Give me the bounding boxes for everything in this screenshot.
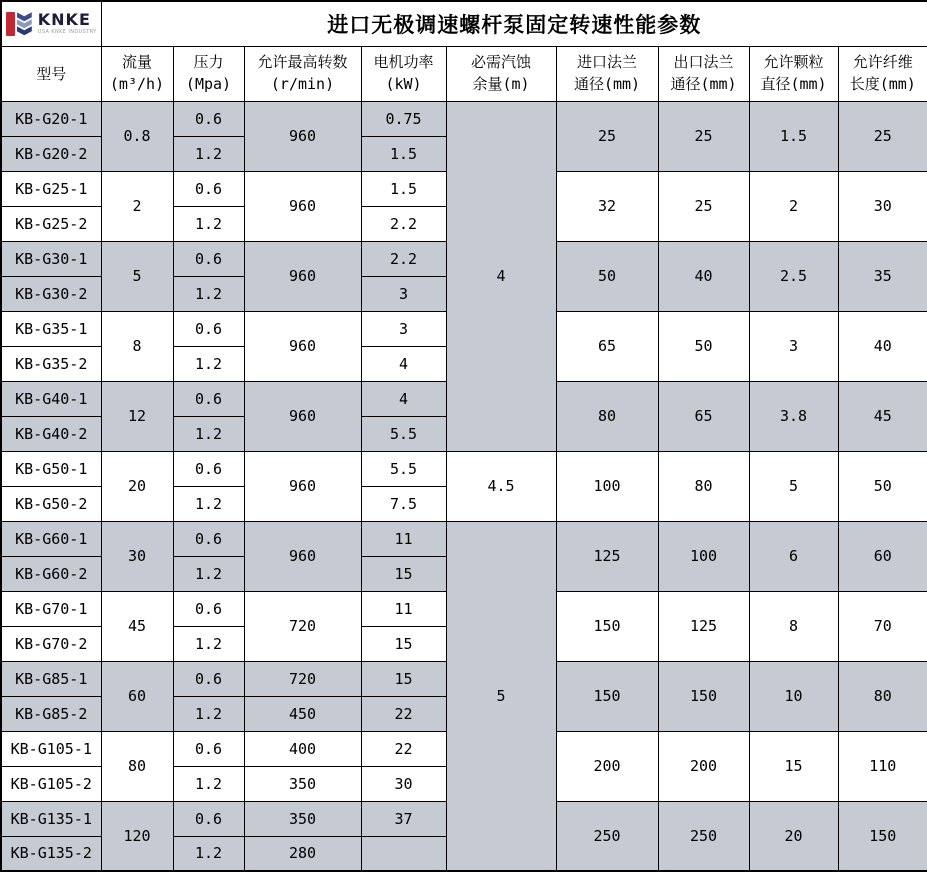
col-header-power: 电机功率 (kW) bbox=[361, 46, 446, 101]
cell-model: KB-G135-1 bbox=[1, 801, 101, 836]
cell-power: 5.5 bbox=[361, 451, 446, 486]
knke-logo-icon bbox=[6, 12, 32, 36]
cell-model: KB-G60-2 bbox=[1, 556, 101, 591]
cell-particle: 10 bbox=[749, 661, 838, 731]
cell-speed: 960 bbox=[244, 521, 361, 591]
brand-logo bbox=[2, 12, 101, 36]
cell-fiber: 35 bbox=[838, 241, 927, 311]
cell-model: KB-G135-2 bbox=[1, 836, 101, 871]
cell-power: 4 bbox=[361, 381, 446, 416]
cell-fiber: 80 bbox=[838, 661, 927, 731]
col-header-pressure: 压力 (Mpa) bbox=[173, 46, 244, 101]
cell-model: KB-G35-1 bbox=[1, 311, 101, 346]
cell-power: 1.5 bbox=[361, 136, 446, 171]
cell-fiber: 150 bbox=[838, 801, 927, 871]
cell-speed: 280 bbox=[244, 836, 361, 871]
cell-pressure: 0.6 bbox=[173, 171, 244, 206]
cell-particle: 3.8 bbox=[749, 381, 838, 451]
cell-speed: 400 bbox=[244, 731, 361, 766]
cell-fiber: 50 bbox=[838, 451, 927, 521]
cell-power: 15 bbox=[361, 626, 446, 661]
cell-flange-in: 50 bbox=[556, 241, 658, 311]
cell-flange-out: 200 bbox=[658, 731, 749, 801]
cell-speed: 960 bbox=[244, 101, 361, 171]
cell-power: 2.2 bbox=[361, 206, 446, 241]
cell-pressure: 1.2 bbox=[173, 626, 244, 661]
cell-flow: 60 bbox=[101, 661, 173, 731]
cell-model: KB-G85-2 bbox=[1, 696, 101, 731]
cell-pressure: 0.6 bbox=[173, 241, 244, 276]
cell-model: KB-G70-1 bbox=[1, 591, 101, 626]
logo-cell bbox=[1, 1, 101, 46]
cell-pressure: 1.2 bbox=[173, 696, 244, 731]
cell-pressure: 0.6 bbox=[173, 661, 244, 696]
cell-power: 2.2 bbox=[361, 241, 446, 276]
col-header-flange-out: 出口法兰 通径(mm) bbox=[658, 46, 749, 101]
cell-pressure: 0.6 bbox=[173, 381, 244, 416]
cell-particle: 1.5 bbox=[749, 101, 838, 171]
cell-flange-out: 250 bbox=[658, 801, 749, 871]
cell-pressure: 1.2 bbox=[173, 276, 244, 311]
cell-npsh: 4.5 bbox=[446, 451, 556, 521]
cell-flow: 20 bbox=[101, 451, 173, 521]
col-header-npsh: 必需汽蚀 余量(m) bbox=[446, 46, 556, 101]
cell-power bbox=[361, 836, 446, 871]
cell-power: 5.5 bbox=[361, 416, 446, 451]
cell-power: 11 bbox=[361, 521, 446, 556]
title-row bbox=[1, 1, 927, 46]
cell-power: 3 bbox=[361, 311, 446, 346]
cell-model: KB-G105-1 bbox=[1, 731, 101, 766]
cell-flange-out: 40 bbox=[658, 241, 749, 311]
cell-pressure: 0.6 bbox=[173, 451, 244, 486]
cell-power: 22 bbox=[361, 731, 446, 766]
cell-power: 1.5 bbox=[361, 171, 446, 206]
cell-fiber: 40 bbox=[838, 311, 927, 381]
cell-flange-out: 25 bbox=[658, 171, 749, 241]
table-row bbox=[1, 451, 927, 486]
cell-flange-in: 150 bbox=[556, 661, 658, 731]
cell-model: KB-G20-2 bbox=[1, 136, 101, 171]
cell-pressure: 1.2 bbox=[173, 836, 244, 871]
cell-pressure: 0.6 bbox=[173, 521, 244, 556]
cell-power: 3 bbox=[361, 276, 446, 311]
cell-model: KB-G105-2 bbox=[1, 766, 101, 801]
col-header-particle: 允许颗粒 直径(mm) bbox=[749, 46, 838, 101]
cell-power: 4 bbox=[361, 346, 446, 381]
cell-flow: 120 bbox=[101, 801, 173, 871]
logo-red-bar-icon bbox=[6, 12, 15, 36]
cell-fiber: 110 bbox=[838, 731, 927, 801]
cell-particle: 8 bbox=[749, 591, 838, 661]
cell-pressure: 1.2 bbox=[173, 346, 244, 381]
col-header-speed: 允许最高转数 (r/min) bbox=[244, 46, 361, 101]
cell-particle: 3 bbox=[749, 311, 838, 381]
cell-pressure: 0.6 bbox=[173, 311, 244, 346]
cell-power: 11 bbox=[361, 591, 446, 626]
cell-fiber: 30 bbox=[838, 171, 927, 241]
cell-flow: 30 bbox=[101, 521, 173, 591]
cell-particle: 15 bbox=[749, 731, 838, 801]
cell-fiber: 25 bbox=[838, 101, 927, 171]
cell-flow: 0.8 bbox=[101, 101, 173, 171]
page-title: 进口无极调速螺杆泵固定转速性能参数 bbox=[101, 1, 927, 46]
cell-speed: 960 bbox=[244, 311, 361, 381]
cell-flange-in: 25 bbox=[556, 101, 658, 171]
cell-npsh: 4 bbox=[446, 101, 556, 451]
cell-speed: 960 bbox=[244, 171, 361, 241]
cell-flange-in: 250 bbox=[556, 801, 658, 871]
cell-power: 15 bbox=[361, 556, 446, 591]
cell-flow: 5 bbox=[101, 241, 173, 311]
cell-model: KB-G60-1 bbox=[1, 521, 101, 556]
cell-flange-out: 50 bbox=[658, 311, 749, 381]
cell-particle: 6 bbox=[749, 521, 838, 591]
cell-speed: 960 bbox=[244, 451, 361, 521]
cell-model: KB-G85-1 bbox=[1, 661, 101, 696]
cell-model: KB-G35-2 bbox=[1, 346, 101, 381]
cell-pressure: 1.2 bbox=[173, 556, 244, 591]
cell-flange-out: 150 bbox=[658, 661, 749, 731]
cell-flange-out: 80 bbox=[658, 451, 749, 521]
cell-model: KB-G50-2 bbox=[1, 486, 101, 521]
table-row bbox=[1, 521, 927, 556]
cell-power: 7.5 bbox=[361, 486, 446, 521]
cell-model: KB-G30-1 bbox=[1, 241, 101, 276]
cell-pressure: 0.6 bbox=[173, 801, 244, 836]
cell-flange-in: 65 bbox=[556, 311, 658, 381]
cell-speed: 960 bbox=[244, 241, 361, 311]
cell-flow: 12 bbox=[101, 381, 173, 451]
cell-fiber: 70 bbox=[838, 591, 927, 661]
cell-fiber: 60 bbox=[838, 521, 927, 591]
cell-speed: 450 bbox=[244, 696, 361, 731]
cell-pressure: 0.6 bbox=[173, 731, 244, 766]
cell-flow: 80 bbox=[101, 731, 173, 801]
cell-fiber: 45 bbox=[838, 381, 927, 451]
col-header-fiber: 允许纤维 长度(mm) bbox=[838, 46, 927, 101]
cell-pressure: 1.2 bbox=[173, 206, 244, 241]
cell-flange-in: 100 bbox=[556, 451, 658, 521]
cell-npsh: 5 bbox=[446, 521, 556, 871]
cell-flange-in: 80 bbox=[556, 381, 658, 451]
cell-flange-in: 200 bbox=[556, 731, 658, 801]
cell-pressure: 0.6 bbox=[173, 101, 244, 136]
cell-particle: 20 bbox=[749, 801, 838, 871]
cell-speed: 720 bbox=[244, 661, 361, 696]
brand-tagline: USA KNKE INDUSTRY bbox=[37, 29, 97, 36]
cell-flange-out: 65 bbox=[658, 381, 749, 451]
cell-power: 37 bbox=[361, 801, 446, 836]
cell-flange-out: 100 bbox=[658, 521, 749, 591]
cell-power: 22 bbox=[361, 696, 446, 731]
cell-speed: 350 bbox=[244, 766, 361, 801]
cell-model: KB-G40-1 bbox=[1, 381, 101, 416]
cell-model: KB-G50-1 bbox=[1, 451, 101, 486]
cell-flow: 8 bbox=[101, 311, 173, 381]
cell-particle: 2 bbox=[749, 171, 838, 241]
cell-flow: 2 bbox=[101, 171, 173, 241]
cell-model: KB-G25-1 bbox=[1, 171, 101, 206]
cell-particle: 5 bbox=[749, 451, 838, 521]
cell-pressure: 1.2 bbox=[173, 486, 244, 521]
table-row bbox=[1, 101, 927, 136]
col-header-flow: 流量 (m³/h) bbox=[101, 46, 173, 101]
cell-model: KB-G20-1 bbox=[1, 101, 101, 136]
cell-power: 30 bbox=[361, 766, 446, 801]
cell-pressure: 1.2 bbox=[173, 416, 244, 451]
cell-pressure: 0.6 bbox=[173, 591, 244, 626]
cell-model: KB-G70-2 bbox=[1, 626, 101, 661]
cell-power: 0.75 bbox=[361, 101, 446, 136]
cell-model: KB-G30-2 bbox=[1, 276, 101, 311]
cell-flange-out: 25 bbox=[658, 101, 749, 171]
cell-pressure: 1.2 bbox=[173, 766, 244, 801]
cell-speed: 960 bbox=[244, 381, 361, 451]
cell-pressure: 1.2 bbox=[173, 136, 244, 171]
header-row bbox=[1, 46, 927, 101]
logo-chevrons-icon bbox=[17, 12, 32, 35]
cell-model: KB-G40-2 bbox=[1, 416, 101, 451]
cell-particle: 2.5 bbox=[749, 241, 838, 311]
cell-power: 15 bbox=[361, 661, 446, 696]
cell-model: KB-G25-2 bbox=[1, 206, 101, 241]
cell-speed: 350 bbox=[244, 801, 361, 836]
cell-flange-out: 125 bbox=[658, 591, 749, 661]
col-header-flange-in: 进口法兰 通径(mm) bbox=[556, 46, 658, 101]
cell-flow: 45 bbox=[101, 591, 173, 661]
cell-speed: 720 bbox=[244, 591, 361, 661]
cell-flange-in: 125 bbox=[556, 521, 658, 591]
brand-name: KNKE bbox=[37, 10, 91, 30]
col-header-model: 型号 bbox=[1, 46, 101, 101]
cell-flange-in: 150 bbox=[556, 591, 658, 661]
cell-flange-in: 32 bbox=[556, 171, 658, 241]
